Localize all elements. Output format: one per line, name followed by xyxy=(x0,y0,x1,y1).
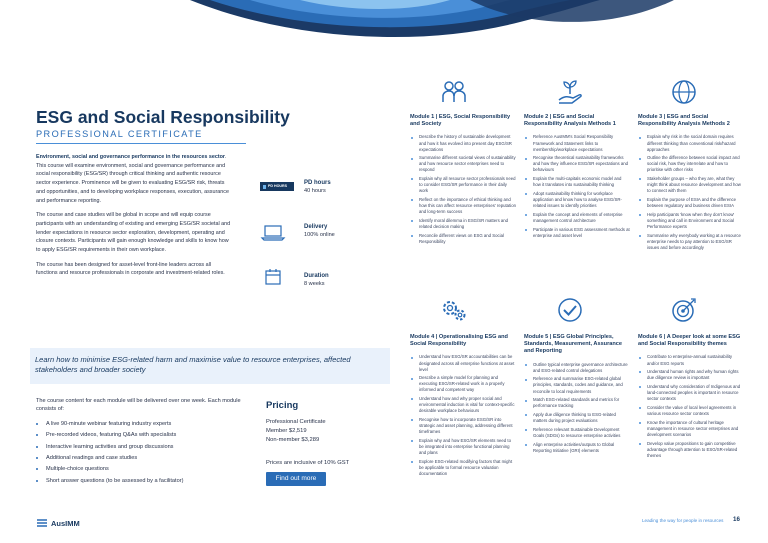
module-outcome: Outline the difference between social impact and social risk, how they interrelate and how to prioritise with other risks xyxy=(638,155,744,173)
delivery-label: Delivery xyxy=(304,224,328,230)
ausimm-logo xyxy=(36,517,80,529)
module-outcome: Describe a simple model for planning and executing ESG/SR-related work in a properly informed and competent way xyxy=(410,375,516,393)
intro-bold: Environment, social and governance performance in the resources sector xyxy=(36,154,226,160)
delivery-info xyxy=(304,224,335,238)
module-6 xyxy=(638,334,744,461)
footer-tagline: Leading the way for people in resources xyxy=(642,518,724,523)
module-outcome: Explain why all resource sector professionals need to consider ESG/SR performance in their daily work xyxy=(410,176,516,194)
module-outcome: Stakeholder groups – who they are, what they might think about resource development and how to connect with them xyxy=(638,176,744,194)
module-outcome: Adopt sustainability thinking for workplace application and know how to analyse ESG/SR-related issues to identify priorities xyxy=(524,191,630,209)
module-outcomes xyxy=(524,362,630,454)
delivery-list-item: Additional readings and case studies xyxy=(36,454,246,462)
checkmark-icon xyxy=(556,296,584,324)
globe-icon xyxy=(670,78,698,106)
module-outcome: Explain the purpose of ESIA and the difference between regulatory and business driven ESIA xyxy=(638,197,744,209)
intro-paragraph-1 xyxy=(36,153,232,205)
intro-paragraph-3: The course has been designed for asset-level front-line leaders across all functions and resource professionals in corporate and investment-related roles. xyxy=(36,261,225,277)
module-outcome: Participate in various ESG assessment methods at enterprise and asset level xyxy=(524,227,630,239)
module-outcome: Explain the multi-capitals economic model and how it translates into sustainability thinking xyxy=(524,176,630,188)
people-icon xyxy=(440,78,468,106)
ausimm-logo-text: AusIMM xyxy=(51,518,80,528)
delivery-value: 100% online xyxy=(304,232,335,238)
find-out-more-button[interactable]: Find out more xyxy=(266,472,326,486)
pricing-details xyxy=(266,418,326,445)
module-outcome: Reconcile different views on ESG and Social Responsibility xyxy=(410,233,516,245)
module-title: Module 5 | ESG Global Principles, Standards, Measurement, Assurance and Reporting xyxy=(524,334,623,355)
module-outcomes xyxy=(638,354,744,458)
module-outcome: Describe the history of sustainable development and how it has evolved into present day ESG/SR expectations xyxy=(410,134,516,152)
delivery-list xyxy=(36,420,246,485)
module-outcome: Reference relevant Sustainable Development Goals (SDGs) to resource enterprise activities xyxy=(524,427,630,439)
duration-info xyxy=(304,273,329,287)
module-outcome: Understand how and why proper social and environmental induction is vital for context-specific desirable workplace behaviours xyxy=(410,396,516,414)
duration-value: 8 weeks xyxy=(304,281,325,287)
module-outcome: Apply due diligence thinking to ESG-related matters during project evaluations xyxy=(524,412,630,424)
module-outcome: Reference AusIMM's Social Responsibility Framework and Statement links to membership/workplace expectations xyxy=(524,134,630,152)
module-outcome: Develop value propositions to gain competitive advantage through attention to ESG/SR-related themes xyxy=(638,441,744,459)
module-delivery-details xyxy=(36,397,246,488)
module-outcome: Explore ESG-related modifying factors that might be applicable to formal resource valuation documentation xyxy=(410,459,516,477)
intro-text xyxy=(36,153,232,284)
delivery-list-item: A live 90-minute webinar featuring industry experts xyxy=(36,420,246,428)
module-title: Module 6 | A Deeper look at some ESG and Social Responsibility themes xyxy=(638,334,741,348)
module-outcome: Know the importance of cultural heritage management in resource sector enterprises and development scenarios xyxy=(638,420,744,438)
module-outcome: Explain why risk in the social domain requires different thinking than conventional risk/hazard approaches xyxy=(638,134,744,152)
module-outcome: Identify moral dilemma in ESG/SR matters and related decision making xyxy=(410,218,516,230)
module-outcome: Contribute to enterprise-annual sustainability and/or ESG reports xyxy=(638,354,744,366)
callout-text: Learn how to minimise ESG-related harm and maximise value to resource enterprises, affected stakeholders and broader society xyxy=(35,355,351,374)
pricing-non-member: Non-member $3,289 xyxy=(266,437,320,443)
module-outcome: Match ESG-related standards and metrics for performance tracking xyxy=(524,397,630,409)
module-outcome: Reflect on the importance of ethical thinking and how this can affect resource enterprises' reputation and long-term success xyxy=(410,197,516,215)
gears-icon xyxy=(440,296,468,324)
module-1 xyxy=(410,114,516,247)
calendar-icon xyxy=(260,268,286,286)
module-3 xyxy=(638,114,744,254)
module-outcomes xyxy=(410,354,516,477)
module-title: Module 1 | ESG, Social Responsibility and Society xyxy=(410,114,511,128)
delivery-list-item: Multiple-choice questions xyxy=(36,465,246,473)
module-outcome: Summarise why everybody working at a resource enterprise needs to pay attention to ESG/SR issues and before accordingly xyxy=(638,233,744,251)
ausimm-logo-icon xyxy=(36,517,48,529)
page-title: ESG and Social Responsibility xyxy=(36,107,290,127)
delivery-intro: The course content for each module will be delivered over one week. Each module consists of: xyxy=(36,398,241,413)
module-2 xyxy=(524,114,630,241)
intro-paragraph-2: The course and case studies will be global in scope and will equip course participants with an understanding of existing and emerging ESG/SR societal and lender expectations in resource sector exploration, development, operating and closure contexts. Participants will gain enough knowledge and skills to know how to apply ESG/SR requirements in their own workplace. xyxy=(36,212,231,254)
module-outcome: Understand why consideration of Indigenous and land-connected peoples is important in resource sector contexts xyxy=(638,384,744,402)
module-outcome: Help participants 'know when they don't know' something and call in Environment and Social Performance experts xyxy=(638,212,744,230)
pd-hours-label: PD hours xyxy=(304,180,331,186)
module-outcome: Understand human rights and why human rights due diligence review is important xyxy=(638,369,744,381)
duration-label: Duration xyxy=(304,273,329,279)
pd-hours-info xyxy=(304,180,331,194)
module-title: Module 2 | ESG and Social Responsibility Analysis Methods 1 xyxy=(524,114,616,128)
pd-hours-badge: PD HOURS xyxy=(260,182,294,191)
pricing-certificate: Professional Certificate xyxy=(266,419,326,425)
module-4 xyxy=(410,334,516,480)
hand-plant-icon xyxy=(556,78,584,106)
module-outcome: Recognise how to incorporate ESG/SR into strategic and asset planning, addressing different timeframes xyxy=(410,417,516,435)
module-outcomes xyxy=(410,134,516,244)
module-title: Module 3 | ESG and Social Responsibility Analysis Methods 2 xyxy=(638,114,730,128)
pricing-title: Pricing xyxy=(266,400,299,411)
module-outcome: Explain the concept and elements of enterprise management control architecture xyxy=(524,212,630,224)
module-title: Module 4 | Operationalising ESG and Social Responsibility xyxy=(410,334,508,348)
delivery-list-item: Short answer questions (to be assessed by a facilitator) xyxy=(36,477,246,485)
title-divider xyxy=(36,143,246,144)
module-outcome: Reference and summarise ESG-related global principles, standards, codes and guidance, and reconcile to local requirements xyxy=(524,376,630,394)
laptop-icon xyxy=(260,224,286,242)
pd-hours-value: 40 hours xyxy=(304,188,326,194)
module-outcome: Explain why and how ESG/SR elements need to be integrated into enterprise functional planning and plans xyxy=(410,438,516,456)
module-outcome: Summarise different societal views of sustainability and how resource sector enterprises need to respond xyxy=(410,155,516,173)
page-number: 16 xyxy=(733,516,740,523)
delivery-list-item: Pre-recorded videos, featuring Q&As with specialists xyxy=(36,431,246,439)
page-subtitle: PROFESSIONAL CERTIFICATE xyxy=(36,129,203,139)
intro-rest: . This course will examine environment, social and governance performance and social responsibility (ESG/SR) through critical thinking and authentic resource sector experience. Prominence will be given to evaluating ESG/SR risk, threats and opportunities, and to developing workplace responses, execution, assurance and performance reporting. xyxy=(36,154,229,204)
delivery-list-item: Interactive learning activities and group discussions xyxy=(36,443,246,451)
module-outcome: Outline typical enterprise governance architecture and ESG-related control delegations xyxy=(524,362,630,374)
gst-note: Prices are inclusive of 10% GST xyxy=(266,460,350,466)
module-outcomes xyxy=(524,134,630,238)
module-outcomes xyxy=(638,134,744,251)
pricing-member: Member $2,519 xyxy=(266,428,307,434)
module-outcome: Consider the value of local level agreements in various resource sector contexts xyxy=(638,405,744,417)
header-wave-decoration xyxy=(0,0,768,60)
module-outcome: Align enterprise activities/outputs to Global Reporting Initiative (GRI) elements xyxy=(524,442,630,454)
module-5 xyxy=(524,334,630,456)
target-icon xyxy=(670,296,698,324)
module-outcome: Understand how ESG/SR accountabilities can be designated across all enterprise functions at asset level xyxy=(410,354,516,372)
module-outcome: Recognise theoretical sustainability frameworks and how they influence ESG/SR expectations and behaviours xyxy=(524,155,630,173)
